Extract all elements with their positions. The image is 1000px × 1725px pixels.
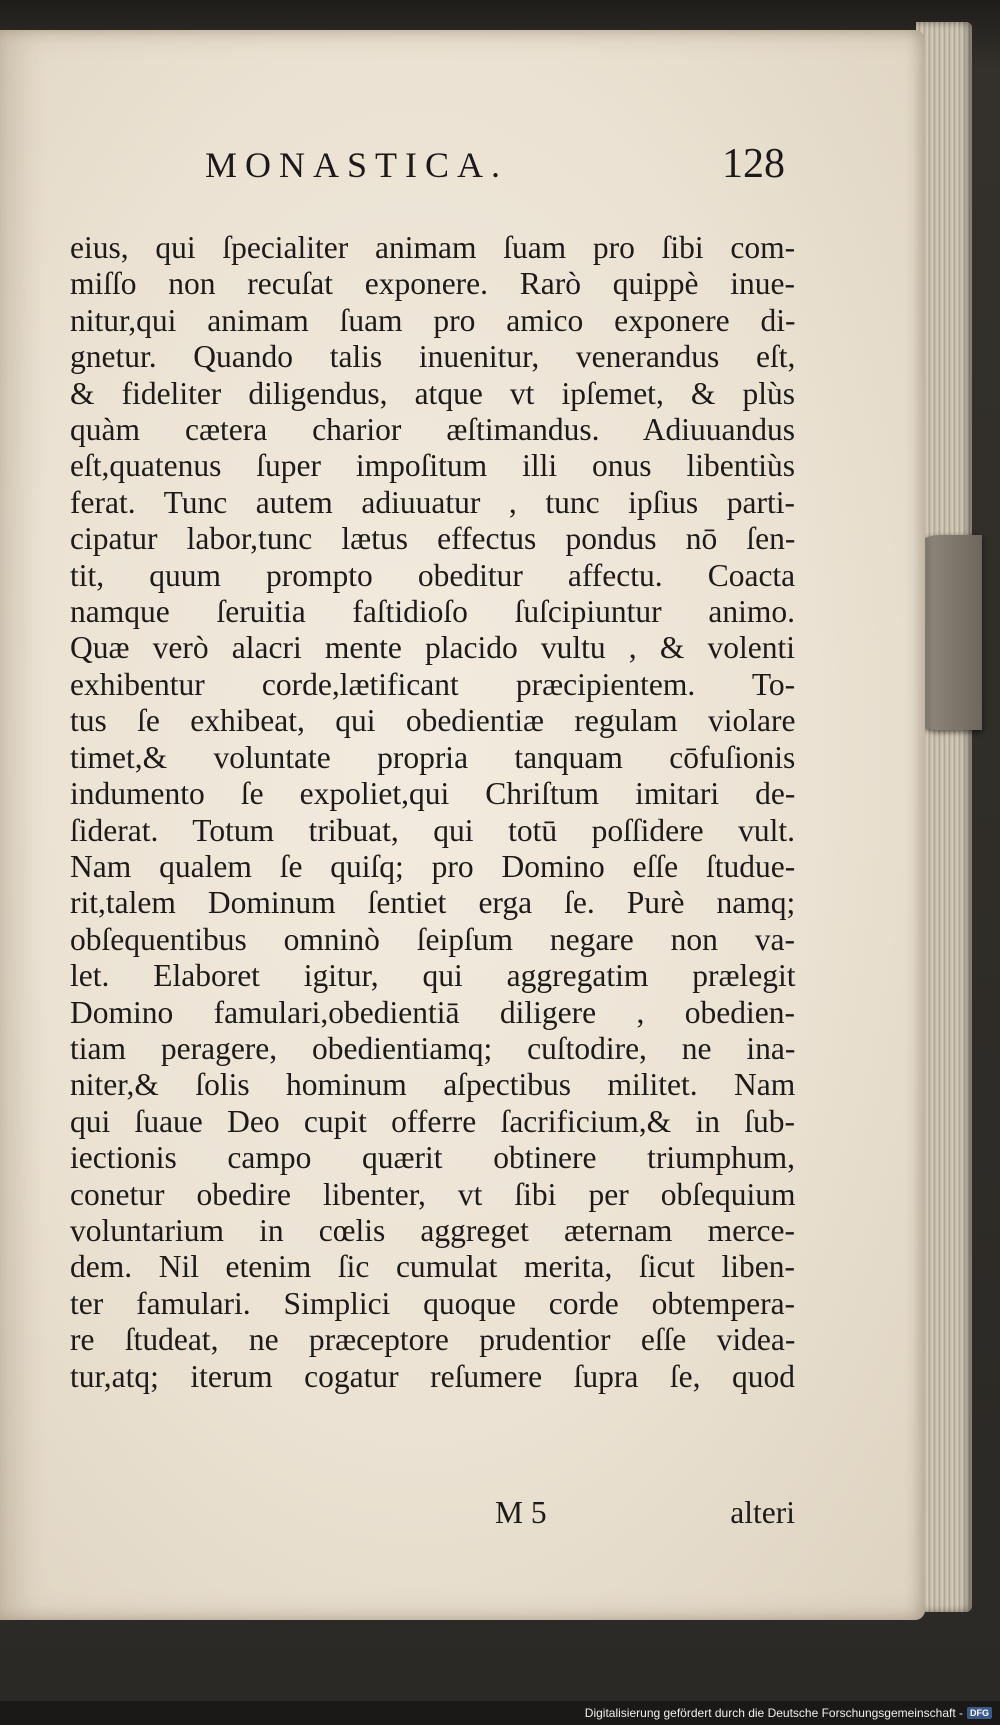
text-line: re ſtudeat, ne præceptore prudentior eſſe videa- (70, 1322, 796, 1358)
text-line: ſiderat. Totum tribuat, qui totū poſſidere vult. (70, 812, 796, 848)
text-line: cipatur labor,tunc lætus effectus pondus nō ſen- (70, 521, 796, 557)
text-line: qui ſuaue Deo cupit offerre ſacrificium,& in ſub- (70, 1103, 795, 1139)
text-line: niter,& ſolis hominum aſpectibus militet. Nam (70, 1067, 796, 1103)
page-number: 128 (722, 141, 785, 187)
text-line: rit,talem Dominum ſentiet erga ſe. Purè namq; (70, 885, 796, 921)
text-line: tiam peragere, obedientiamq; cuſtodire, ne ina- (70, 1030, 796, 1066)
text-line: let. Elaboret igitur, qui aggregatim prælegit (70, 958, 796, 994)
catchword: alteri (730, 1495, 795, 1530)
text-line: voluntarium in cœlis aggreget æternam merce- (70, 1212, 795, 1248)
text-line: miſſo non recuſat exponere. Rarò quippè inue- (70, 266, 795, 302)
text-line: gnetur. Quando talis inuenitur, venerandus eſt, (70, 339, 796, 375)
text-line: iectionis campo quærit obtinere triumphum, (70, 1140, 795, 1176)
digitization-footer (0, 1701, 1000, 1725)
signature-mark: M 5 (495, 1495, 547, 1530)
text-line: obſequentibus omninò ſeipſum negare non va- (70, 921, 795, 957)
dfg-logo: DFG (967, 1707, 992, 1719)
text-line: conetur obedire libenter, vt ſibi per obſequium (70, 1176, 796, 1212)
text-line: Domino famulari,obedientiā diligere , obedien- (70, 994, 795, 1030)
book-page (0, 30, 925, 1620)
text-line: dem. Nil etenim ſic cumulat merita, ſicut liben- (70, 1249, 795, 1285)
text-line: tur,atq; iterum cogatur reſumere ſupra ſe, quod (70, 1358, 796, 1394)
text-line: eius, qui ſpecialiter animam ſuam pro ſibi com- (70, 230, 796, 265)
text-line: timet,& voluntate propria tanquam cōfuſionis (70, 739, 796, 775)
text-line: & fideliter diligendus, atque vt ipſemet, & plùs (70, 375, 795, 411)
text-line: tit, quum prompto obeditur affectu. Coacta (70, 557, 796, 593)
text-line: eſt,quatenus ſuper impoſitum illi onus libentiùs (70, 448, 795, 484)
text-line: namque ſeruitia faſtidioſo ſuſcipiuntur animo. (70, 594, 795, 630)
text-line: Nam qualem ſe quiſq; pro Domino eſſe ſtudue- (70, 848, 796, 884)
text-line: indumento ſe expoliet,qui Chriſtum imitari de- (70, 776, 796, 812)
catchline (495, 1495, 795, 1531)
running-title: MONASTICA. (205, 145, 509, 185)
text-line: Quæ verò alacri mente placido vultu , & volenti (70, 630, 795, 666)
funding-credit: Digitalisierung gefördert durch die Deutsche Forschungsgemeinschaft - (584, 1706, 963, 1720)
body-text (70, 230, 795, 1395)
text-line: ter famulari. Simplici quoque corde obtempera- (70, 1285, 796, 1321)
text-line: exhibentur corde,lætificant præcipientem. To- (70, 666, 796, 702)
text-line: tus ſe exhibeat, qui obedientiæ regulam violare (70, 703, 796, 739)
text-line: quàm cætera charior æſtimandus. Adiuuandus (70, 412, 795, 448)
text-line: nitur,qui animam ſuam pro amico exponere di- (70, 302, 796, 338)
running-head (205, 140, 785, 188)
text-line: ferat. Tunc autem adiuuatur , tunc ipſius parti- (70, 484, 795, 520)
